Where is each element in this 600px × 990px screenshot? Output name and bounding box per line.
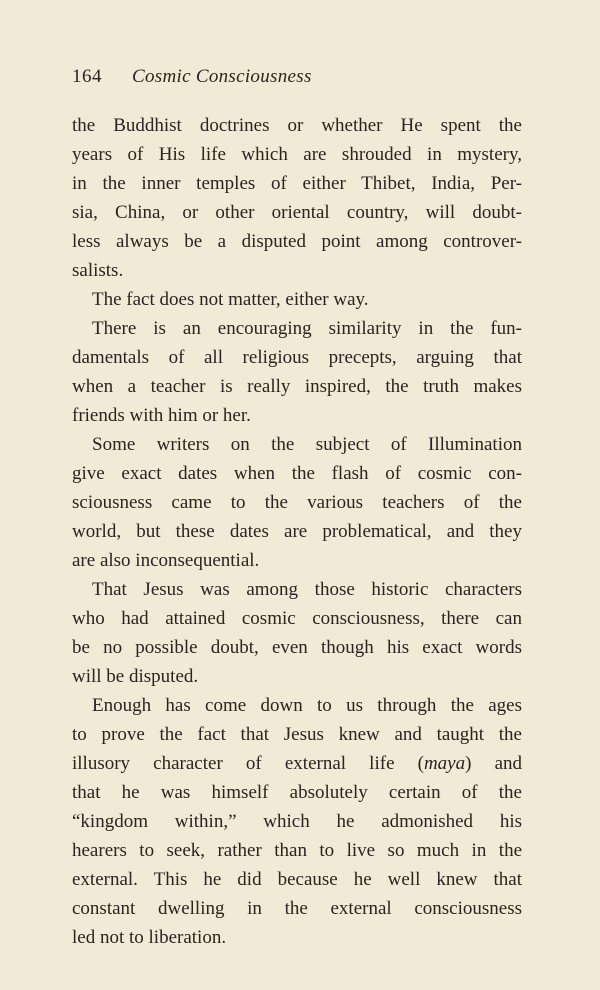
page-body (72, 111, 522, 952)
text-line: external. This he did because he well knew that (72, 869, 522, 890)
text-line: friends with him or her. (72, 405, 251, 426)
text-line: give exact dates when the flash of cosmic con- (72, 463, 522, 484)
text-line: are also inconsequential. (72, 550, 260, 571)
text-line: led not to liberation. (72, 927, 227, 948)
text-line: illusory character of external life (maya) and (72, 753, 522, 774)
paragraph (72, 430, 522, 575)
text-line: constant dwelling in the external consciousness (72, 898, 522, 919)
text-line: world, but these dates are problematical, and they (72, 521, 522, 542)
text-line: to prove the fact that Jesus knew and taught the (72, 724, 522, 745)
paragraph (72, 575, 522, 691)
text-line: Enough has come down to us through the ages (92, 695, 522, 716)
text-line: in the inner temples of either Thibet, India, Per- (72, 173, 522, 194)
text-line: that he was himself absolutely certain of the (72, 782, 522, 803)
text-line: less always be a disputed point among controver- (72, 231, 522, 252)
text-line: be no possible doubt, even though his exact words (72, 637, 522, 658)
text-line: Some writers on the subject of Illumination (92, 434, 522, 455)
text-line: will be disputed. (72, 666, 199, 687)
text-line: years of His life which are shrouded in mystery, (72, 144, 522, 165)
paragraph (72, 691, 522, 952)
paragraph (72, 111, 522, 285)
page-number: 164 (72, 66, 102, 87)
running-title: Cosmic Consciousness (132, 66, 312, 87)
text-line: the Buddhist doctrines or whether He spent the (72, 115, 522, 136)
text-line: “kingdom within,” which he admonished his (72, 811, 522, 832)
paragraph (72, 285, 522, 314)
text-line: when a teacher is really inspired, the truth makes (72, 376, 522, 397)
text-line: damentals of all religious precepts, arguing that (72, 347, 522, 368)
text-line: sciousness came to the various teachers of the (72, 492, 522, 513)
text-line: hearers to seek, rather than to live so much in the (72, 840, 522, 861)
text-line: salists. (72, 260, 124, 281)
text-line: who had attained cosmic consciousness, there can (72, 608, 522, 629)
text-line: There is an encouraging similarity in the fun- (92, 318, 522, 339)
text-line: sia, China, or other oriental country, will doubt- (72, 202, 522, 223)
text-line: The fact does not matter, either way. (92, 289, 369, 310)
page-header (72, 66, 522, 96)
text-line: That Jesus was among those historic characters (92, 579, 522, 600)
paragraph (72, 314, 522, 430)
